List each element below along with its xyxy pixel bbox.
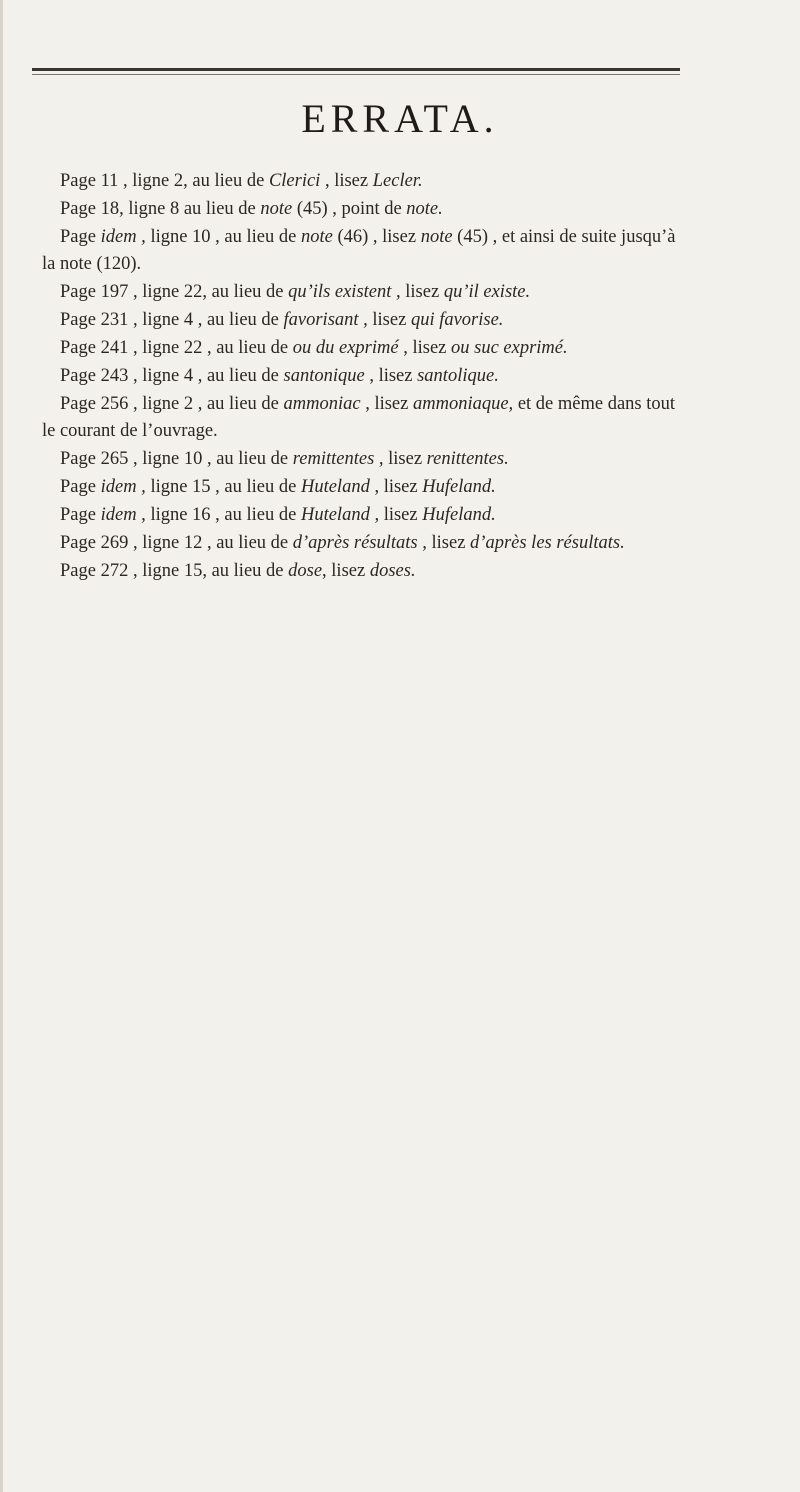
errata-entry: Page 272 , ligne 15, au lieu de dose, lisez doses. (60, 561, 416, 581)
errata-entry: Page 243 , ligne 4 , au lieu de santonique , lisez santolique. (60, 366, 499, 386)
header-rule (32, 68, 680, 71)
page-title: ERRATA. (301, 96, 499, 141)
errata-entry: Page 269 , ligne 12 , au lieu de d’après résultats , lisez d’après les résultats. (60, 533, 625, 553)
header-rule-thin (32, 74, 680, 75)
errata-entry: Page idem , ligne 15 , au lieu de Huteland , lisez Hufeland. (60, 477, 496, 497)
errata-list (42, 168, 692, 585)
errata-entry: Page 231 , ligne 4 , au lieu de favorisant , lisez qui favorise. (60, 310, 504, 330)
errata-entry: Page 18, ligne 8 au lieu de note (45) , point de note. (60, 199, 443, 219)
errata-entry: Page 241 , ligne 22 , au lieu de ou du exprimé , lisez ou suc exprimé. (60, 338, 568, 358)
errata-entry: Page 11 , ligne 2, au lieu de Clerici , lisez Lecler. (60, 171, 423, 191)
errata-entry: Page idem , ligne 10 , au lieu de note (46) , lisez note (45) , et ainsi de suite jusqu’à la note (120). (42, 227, 676, 274)
errata-entry: Page 197 , ligne 22, au lieu de qu’ils existent , lisez qu’il existe. (60, 282, 531, 302)
errata-entry: Page idem , ligne 16 , au lieu de Huteland , lisez Hufeland. (60, 505, 496, 525)
errata-entry: Page 256 , ligne 2 , au lieu de ammoniac , lisez ammoniaque, et de même dans tout le courant de l’ouvrage. (42, 394, 676, 441)
errata-entry: Page 265 , ligne 10 , au lieu de remittentes , lisez renittentes. (60, 449, 509, 469)
page-edge (0, 0, 3, 1492)
